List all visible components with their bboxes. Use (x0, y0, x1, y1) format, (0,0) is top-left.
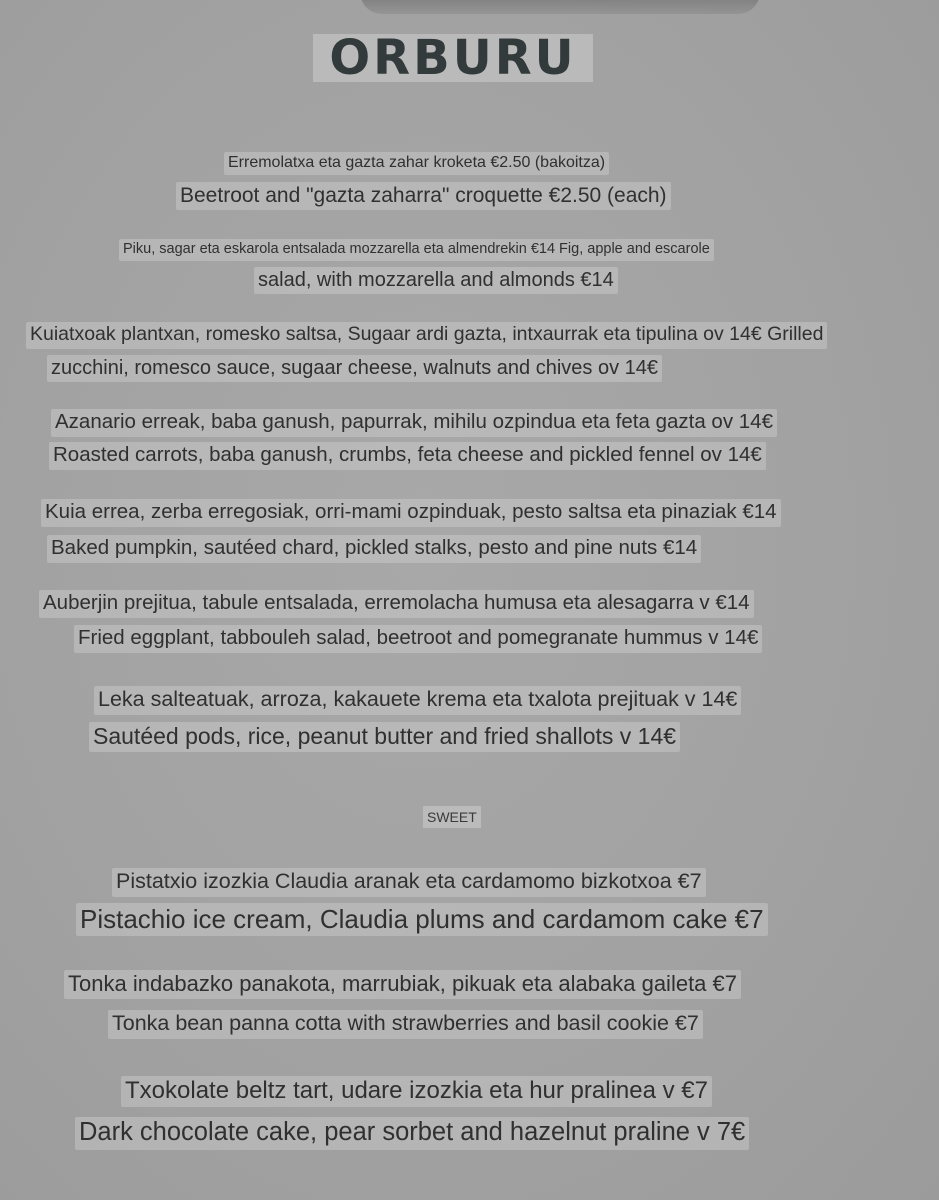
restaurant-logo: ORBURU (313, 34, 593, 82)
sweet-item-2-english: Tonka bean panna cotta with strawberries and basil cookie €7 (108, 1010, 703, 1039)
sweet-item-2-basque: Tonka indabazko panakota, marrubiak, pikuak eta alabaka gaileta €7 (64, 970, 741, 999)
menu-item-1-english: Beetroot and "gazta zaharra" croquette €2.50 (each) (176, 182, 671, 210)
menu-item-1-basque: Erremolatxa eta gazta zahar kroketa €2.50 (bakoitza) (224, 152, 609, 175)
photo-top-shadow (360, 0, 760, 14)
menu-item-4-basque: Azanario erreak, baba ganush, papurrak, mihilu ozpindua eta feta gazta ov 14€ (51, 409, 777, 437)
menu-item-7-english: Sautéed pods, rice, peanut butter and fried shallots v 14€ (89, 722, 680, 752)
menu-item-2-english: salad, with mozzarella and almonds €14 (254, 267, 618, 294)
sweet-item-1-basque: Pistatxio izozkia Claudia aranak eta cardamomo bizkotxoa €7 (112, 868, 706, 897)
sweet-item-3-basque: Txokolate beltz tart, udare izozkia eta hur pralinea v €7 (121, 1076, 712, 1107)
menu-item-7-basque: Leka salteatuak, arroza, kakauete krema eta txalota prejituak v 14€ (94, 686, 741, 715)
sweet-item-1-english: Pistachio ice cream, Claudia plums and cardamom cake €7 (76, 903, 768, 936)
menu-item-2-basque: Piku, sagar eta eskarola entsalada mozzarella eta almendrekin €14 Fig, apple and escarole (119, 239, 714, 261)
menu-item-6-basque: Auberjin prejitua, tabule entsalada, erremolacha humusa eta alesagarra v €14 (39, 590, 754, 618)
menu-item-6-english: Fried eggplant, tabbouleh salad, beetroot and pomegranate hummus v 14€ (74, 625, 762, 653)
menu-item-4-english: Roasted carrots, baba ganush, crumbs, feta cheese and pickled fennel ov 14€ (49, 442, 766, 470)
section-heading-sweet: SWEET (423, 806, 481, 828)
sweet-item-3-english: Dark chocolate cake, pear sorbet and hazelnut praline v 7€ (75, 1117, 749, 1150)
menu-item-3-english: zucchini, romesco sauce, sugaar cheese, walnuts and chives ov 14€ (47, 355, 662, 382)
menu-item-3-basque: Kuiatxoak plantxan, romesko saltsa, Sugaar ardi gazta, intxaurrak eta tipulina ov 14€ Grilled (26, 322, 827, 349)
menu-item-5-basque: Kuia errea, zerba erregosiak, orri-mami ozpinduak, pesto saltsa eta pinaziak €14 (41, 499, 781, 527)
menu-item-5-english: Baked pumpkin, sautéed chard, pickled stalks, pesto and pine nuts €14 (47, 535, 701, 563)
